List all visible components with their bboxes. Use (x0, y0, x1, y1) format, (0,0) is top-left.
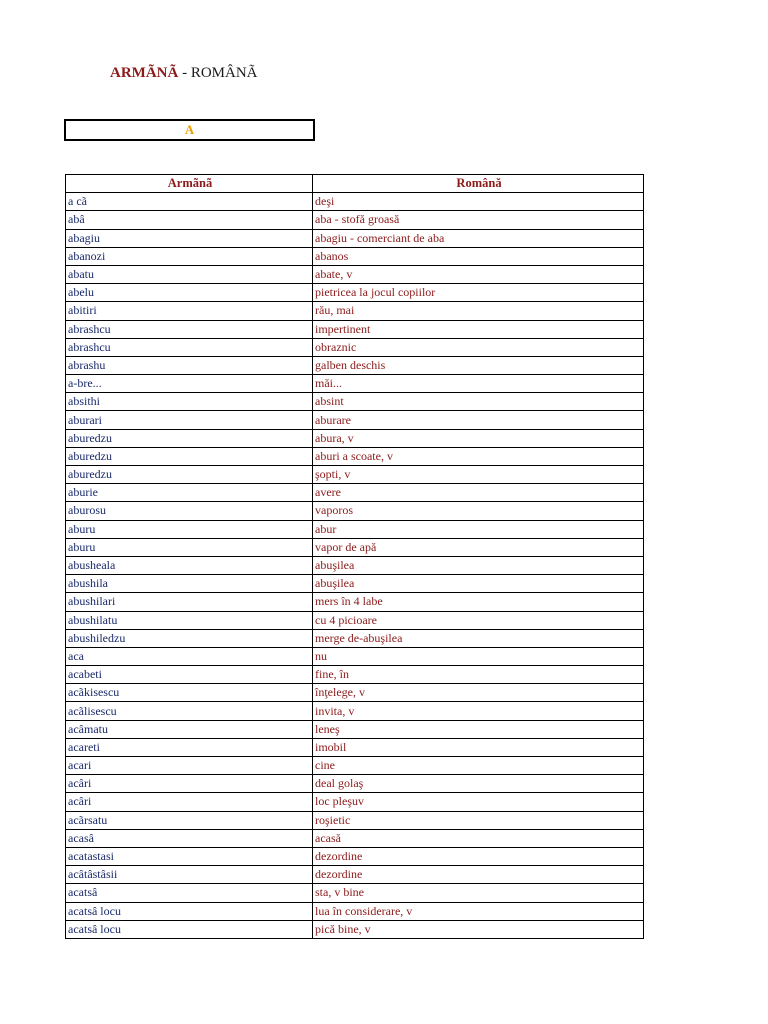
table-row (66, 593, 644, 611)
romanian-meaning: dezordine (313, 847, 644, 865)
romanian-meaning: abuşilea (313, 556, 644, 574)
romanian-meaning: acasă (313, 829, 644, 847)
table-row (66, 702, 644, 720)
table-row (66, 284, 644, 302)
aromanian-word: abushilatu (66, 611, 313, 629)
table-row (66, 884, 644, 902)
romanian-meaning: lua în considerare, v (313, 902, 644, 920)
table-row (66, 556, 644, 574)
section-letter: A (184, 122, 195, 137)
aromanian-word: abatu (66, 265, 313, 283)
aromanian-word: aburedzu (66, 447, 313, 465)
table-row (66, 575, 644, 593)
romanian-meaning: nu (313, 647, 644, 665)
aromanian-word: aburu (66, 520, 313, 538)
romanian-meaning: vaporos (313, 502, 644, 520)
romanian-meaning: sta, v bine (313, 884, 644, 902)
table-row (66, 193, 644, 211)
romanian-meaning: cu 4 picioare (313, 611, 644, 629)
table-row (66, 265, 644, 283)
table-row (66, 538, 644, 556)
aromanian-word: aburari (66, 411, 313, 429)
table-row (66, 738, 644, 756)
table-row (66, 920, 644, 938)
aromanian-word: aburedzu (66, 466, 313, 484)
table-row (66, 666, 644, 684)
aromanian-word: acãlisescu (66, 702, 313, 720)
table-row (66, 829, 644, 847)
aromanian-word: abitiri (66, 302, 313, 320)
romanian-meaning: înţelege, v (313, 684, 644, 702)
table-row (66, 393, 644, 411)
romanian-meaning: roşietic (313, 811, 644, 829)
aromanian-word: acatastasi (66, 847, 313, 865)
romanian-meaning: abate, v (313, 265, 644, 283)
table-row (66, 338, 644, 356)
aromanian-word: abusheala (66, 556, 313, 574)
aromanian-word: absithi (66, 393, 313, 411)
romanian-meaning: abur (313, 520, 644, 538)
table-row (66, 720, 644, 738)
table-row (66, 211, 644, 229)
romanian-meaning: loc pleşuv (313, 793, 644, 811)
table-row (66, 847, 644, 865)
romanian-meaning: merge de-abuşilea (313, 629, 644, 647)
table-row (66, 466, 644, 484)
romanian-meaning: dezordine (313, 866, 644, 884)
romanian-meaning: abanos (313, 247, 644, 265)
aromanian-word: acãkisescu (66, 684, 313, 702)
romanian-meaning: galben deschis (313, 356, 644, 374)
table-row (66, 356, 644, 374)
romanian-meaning: pică bine, v (313, 920, 644, 938)
romanian-meaning: leneş (313, 720, 644, 738)
romanian-meaning: obraznic (313, 338, 644, 356)
table-row (66, 684, 644, 702)
aromanian-word: aca (66, 647, 313, 665)
romanian-meaning: măi... (313, 375, 644, 393)
aromanian-word: a-bre... (66, 375, 313, 393)
table-row (66, 793, 644, 811)
title-romana: ROMÂNÃ (190, 65, 258, 81)
page-title (110, 65, 258, 82)
romanian-meaning: rău, mai (313, 302, 644, 320)
table-row (66, 866, 644, 884)
table-row (66, 411, 644, 429)
aromanian-word: aburu (66, 538, 313, 556)
aromanian-word: acâmatu (66, 720, 313, 738)
aromanian-word: acabeti (66, 666, 313, 684)
aromanian-word: abrashcu (66, 320, 313, 338)
table-row (66, 757, 644, 775)
romanian-meaning: abagiu - comerciant de aba (313, 229, 644, 247)
aromanian-word: acatsâ locu (66, 902, 313, 920)
aromanian-word: abagiu (66, 229, 313, 247)
romanian-meaning: aba - stofă groasă (313, 211, 644, 229)
table-row (66, 447, 644, 465)
header-armana: Armãnã (66, 175, 313, 193)
table-row (66, 775, 644, 793)
aromanian-word: acatsâ locu (66, 920, 313, 938)
table-row (66, 811, 644, 829)
aromanian-word: aburosu (66, 502, 313, 520)
table-header-row (66, 175, 644, 193)
table-row (66, 647, 644, 665)
table-row (66, 611, 644, 629)
aromanian-word: acãrsatu (66, 811, 313, 829)
romanian-meaning: imobil (313, 738, 644, 756)
romanian-meaning: aburare (313, 411, 644, 429)
section-letter-box (64, 119, 315, 141)
table-row (66, 484, 644, 502)
aromanian-word: abrashcu (66, 338, 313, 356)
table-body (66, 193, 644, 939)
title-armana: ARMÃNÃ (110, 65, 179, 81)
aromanian-word: aburedzu (66, 429, 313, 447)
table-row (66, 629, 644, 647)
table-row (66, 375, 644, 393)
aromanian-word: a cã (66, 193, 313, 211)
aromanian-word: acâri (66, 775, 313, 793)
romanian-meaning: abuşilea (313, 575, 644, 593)
romanian-meaning: abura, v (313, 429, 644, 447)
aromanian-word: acari (66, 757, 313, 775)
romanian-meaning: deal golaş (313, 775, 644, 793)
romanian-meaning: cine (313, 757, 644, 775)
dictionary-table (65, 174, 644, 939)
title-separator: - (178, 65, 191, 81)
romanian-meaning: impertinent (313, 320, 644, 338)
table-row (66, 229, 644, 247)
table-row (66, 429, 644, 447)
table-row (66, 502, 644, 520)
aromanian-word: acasâ (66, 829, 313, 847)
aromanian-word: abrashu (66, 356, 313, 374)
aromanian-word: aburie (66, 484, 313, 502)
aromanian-word: acareti (66, 738, 313, 756)
table-row (66, 247, 644, 265)
header-romana: Română (313, 175, 644, 193)
romanian-meaning: invita, v (313, 702, 644, 720)
aromanian-word: abelu (66, 284, 313, 302)
table-row (66, 302, 644, 320)
aromanian-word: abâ (66, 211, 313, 229)
table-row (66, 902, 644, 920)
romanian-meaning: fine, în (313, 666, 644, 684)
romanian-meaning: absint (313, 393, 644, 411)
romanian-meaning: deşi (313, 193, 644, 211)
aromanian-word: abushiledzu (66, 629, 313, 647)
romanian-meaning: vapor de apă (313, 538, 644, 556)
romanian-meaning: aburi a scoate, v (313, 447, 644, 465)
romanian-meaning: avere (313, 484, 644, 502)
romanian-meaning: pietricea la jocul copiilor (313, 284, 644, 302)
aromanian-word: acâri (66, 793, 313, 811)
aromanian-word: acâtâstâsii (66, 866, 313, 884)
romanian-meaning: şopti, v (313, 466, 644, 484)
table-row (66, 320, 644, 338)
romanian-meaning: mers în 4 labe (313, 593, 644, 611)
aromanian-word: abushila (66, 575, 313, 593)
aromanian-word: abanozi (66, 247, 313, 265)
aromanian-word: abushilari (66, 593, 313, 611)
aromanian-word: acatsâ (66, 884, 313, 902)
table-row (66, 520, 644, 538)
